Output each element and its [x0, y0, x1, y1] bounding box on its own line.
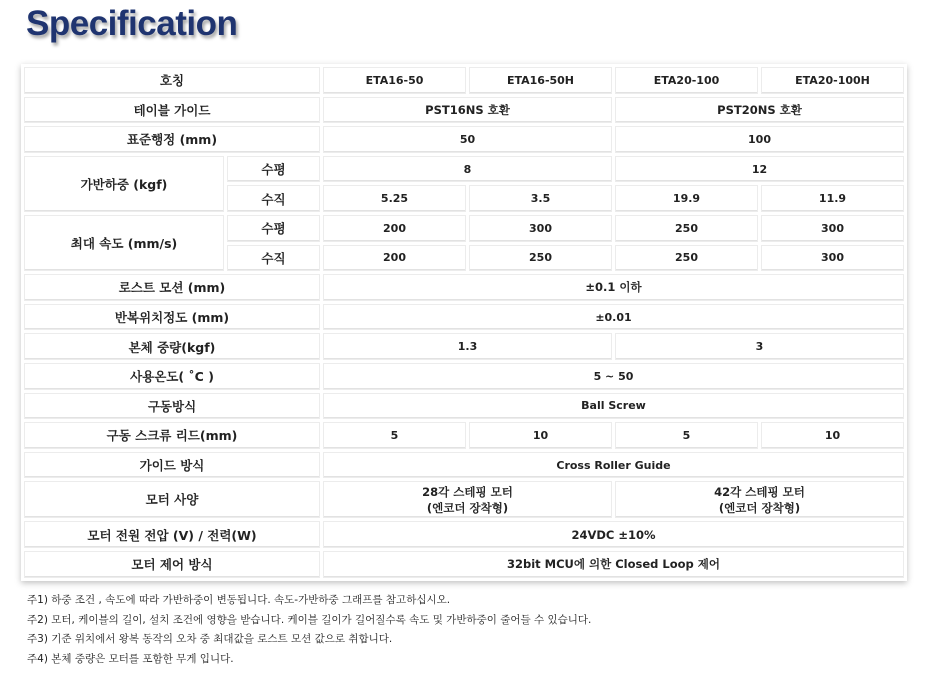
- row-label: 호칭: [24, 67, 320, 94]
- motor-spec-line: (엔코더 장착형): [426, 500, 509, 515]
- value-cell: 250: [469, 245, 612, 272]
- value-cell: 300: [469, 215, 612, 242]
- value-cell: 3: [615, 333, 904, 360]
- value-cell: 5 ~ 50: [323, 363, 904, 390]
- value-cell: Ball Screw: [323, 393, 904, 420]
- row-control: [24, 551, 904, 578]
- value-cell: 200: [323, 215, 466, 242]
- footnote: 주2) 모터, 케이블의 길이, 설치 조건에 영향을 받습니다. 케이블 길이가 길어질수록 속도 및 가반하중이 줄어들 수 있습니다.: [27, 613, 592, 626]
- row-label: 모터 전원 전압 (V) / 전력(W): [24, 521, 320, 548]
- value-cell: 250: [615, 245, 758, 272]
- row-label: 테이블 가이드: [24, 97, 320, 124]
- row-label: 가반하중 (kgf): [24, 156, 224, 212]
- value-cell: 10: [469, 422, 612, 449]
- sub-label: 수평: [227, 215, 320, 242]
- value-cell: 11.9: [761, 185, 904, 212]
- value-cell: 32bit MCU에 의한 Closed Loop 제어: [323, 551, 904, 578]
- row-table-guide: [24, 97, 904, 124]
- row-label: 구동방식: [24, 393, 320, 420]
- row-label: 최대 속도 (mm/s): [24, 215, 224, 271]
- value-cell: ±0.1 이하: [323, 274, 904, 301]
- value-cell: [323, 481, 612, 518]
- value-cell: Cross Roller Guide: [323, 452, 904, 479]
- value-cell: 12: [615, 156, 904, 183]
- row-label: 사용온도( ˚C ): [24, 363, 320, 390]
- value-cell: [615, 481, 904, 518]
- row-model: [24, 67, 904, 94]
- motor-spec-line: (엔코더 장착형): [718, 500, 801, 515]
- value-cell: 5.25: [323, 185, 466, 212]
- footnote: 주1) 하중 조건 , 속도에 따라 가반하중이 변동됩니다. 속도-가반하중 그래프를 참고하십시오.: [27, 594, 451, 606]
- value-cell: 50: [323, 126, 612, 153]
- spec-table: [21, 64, 907, 581]
- row-temperature: [24, 363, 904, 390]
- row-label: 모터 제어 방식: [24, 551, 320, 578]
- model-cell: ETA16-50: [323, 67, 466, 94]
- sub-label: 수직: [227, 245, 320, 272]
- row-speed-horizontal: [24, 215, 904, 242]
- value-cell: PST20NS 호환: [615, 97, 904, 124]
- row-label: 반복위치정도 (mm): [24, 304, 320, 331]
- value-cell: PST16NS 호환: [323, 97, 612, 124]
- value-cell: 200: [323, 245, 466, 272]
- row-label: 로스트 모션 (mm): [24, 274, 320, 301]
- row-repeatability: [24, 304, 904, 331]
- value-cell: 10: [761, 422, 904, 449]
- value-cell: 19.9: [615, 185, 758, 212]
- footnote: 주4) 본체 중량은 모터를 포함한 무게 입니다.: [27, 653, 234, 666]
- sub-label: 수평: [227, 156, 320, 183]
- row-stroke: [24, 126, 904, 153]
- footnote: 주3) 기준 위치에서 왕복 동작의 오차 중 최대값을 로스트 모션 값으로 취합니다.: [27, 633, 393, 646]
- value-cell: 1.3: [323, 333, 612, 360]
- value-cell: 24VDC ±10%: [323, 521, 904, 548]
- row-guide: [24, 452, 904, 479]
- value-cell: 5: [615, 422, 758, 449]
- value-cell: 5: [323, 422, 466, 449]
- value-cell: 100: [615, 126, 904, 153]
- model-cell: ETA20-100H: [761, 67, 904, 94]
- value-cell: 8: [323, 156, 612, 183]
- row-lost-motion: [24, 274, 904, 301]
- row-label: 표준행정 (mm): [24, 126, 320, 153]
- row-screw-lead: [24, 422, 904, 449]
- row-drive: [24, 393, 904, 420]
- value-cell: 300: [761, 245, 904, 272]
- value-cell: ±0.01: [323, 304, 904, 331]
- row-label: 구동 스크류 리드(mm): [24, 422, 320, 449]
- model-cell: ETA16-50H: [469, 67, 612, 94]
- row-label: 모터 사양: [24, 481, 320, 518]
- motor-spec-line: 28각 스테핑 모터: [422, 484, 513, 499]
- sub-label: 수직: [227, 185, 320, 212]
- row-weight: [24, 333, 904, 360]
- row-label: 본체 중량(kgf): [24, 333, 320, 360]
- row-payload-horizontal: [24, 156, 904, 183]
- row-motor: [24, 481, 904, 518]
- value-cell: 300: [761, 215, 904, 242]
- row-voltage: [24, 521, 904, 548]
- model-cell: ETA20-100: [615, 67, 758, 94]
- row-label: 가이드 방식: [24, 452, 320, 479]
- value-cell: 3.5: [469, 185, 612, 212]
- footnotes: [27, 591, 591, 670]
- page-title: Specification: [26, 4, 238, 43]
- motor-spec-line: 42각 스테핑 모터: [714, 484, 805, 499]
- value-cell: 250: [615, 215, 758, 242]
